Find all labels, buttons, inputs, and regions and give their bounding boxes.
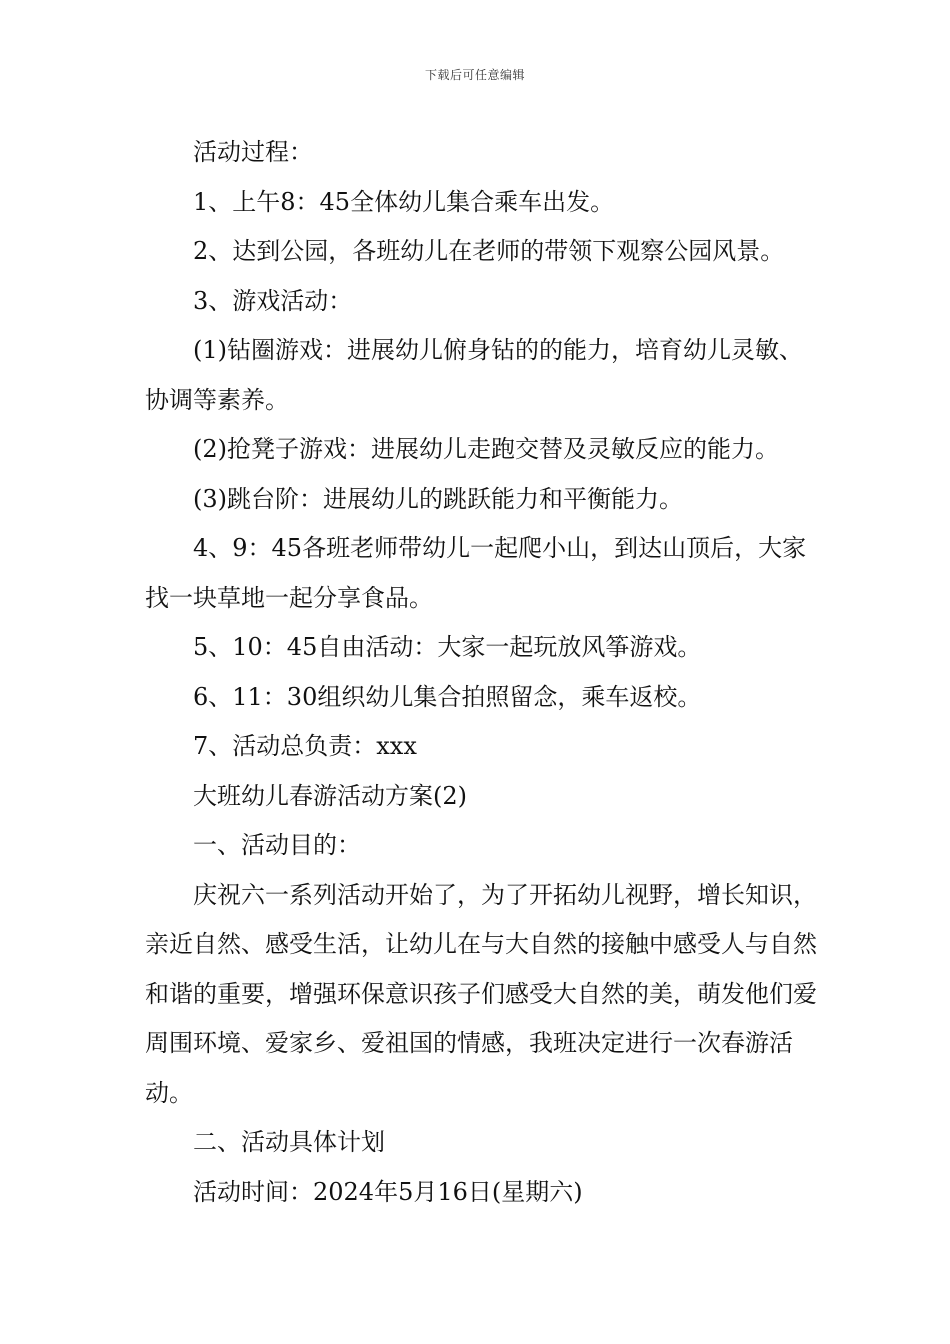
paragraph-activity-process: 活动过程： (193, 138, 313, 166)
heading-activity-purpose: 一、活动目的： (193, 831, 361, 859)
paragraph-step-7: 7、活动总负责：xxx (193, 732, 417, 760)
document-body (145, 128, 817, 1217)
paragraph-step-2: 2、达到公园，各班幼儿在老师的带领下观察公园风景。 (193, 237, 785, 265)
paragraph-purpose-text: 庆祝六一系列活动开始了，为了开拓幼儿视野，增长知识，亲近自然、感受生活，让幼儿在与大自然的接触中感受人与自然和谐的重要，增强环保意识孩子们感受大自然的美，萌发他们爱周围环境、爱家乡、爱祖国的情感，我班决定进行一次春游活动。 (145, 880, 817, 1107)
section-title-plan-2: 大班幼儿春游活动方案(2) (193, 781, 467, 810)
paragraph-game-1: (1)钻圈游戏：进展幼儿俯身钻的的能力，培育幼儿灵敏、协调等素养。 (145, 336, 803, 414)
paragraph-step-5: 5、10：45自由活动：大家一起玩放风筝游戏。 (193, 633, 702, 661)
paragraph-step-6: 6、11：30组织幼儿集合拍照留念，乘车返校。 (193, 682, 702, 711)
paragraph-step-1: 1、上午8：45全体幼儿集合乘车出发。 (193, 187, 615, 216)
page-header-note: 下载后可任意编辑 (424, 68, 525, 82)
paragraph-game-2: (2)抢凳子游戏：进展幼儿走跑交替及灵敏反应的能力。 (193, 435, 779, 463)
paragraph-step-3: 3、游戏活动： (193, 286, 353, 315)
paragraph-game-3: (3)跳台阶：进展幼儿的跳跃能力和平衡能力。 (193, 484, 683, 513)
heading-activity-plan: 二、活动具体计划 (193, 1128, 385, 1156)
paragraph-step-4: 4、9：45各班老师带幼儿一起爬小山，到达山顶后，大家找一块草地一起分享食品。 (145, 534, 807, 612)
paragraph-activity-time: 活动时间：2024年5月16日(星期六) (193, 1177, 583, 1206)
